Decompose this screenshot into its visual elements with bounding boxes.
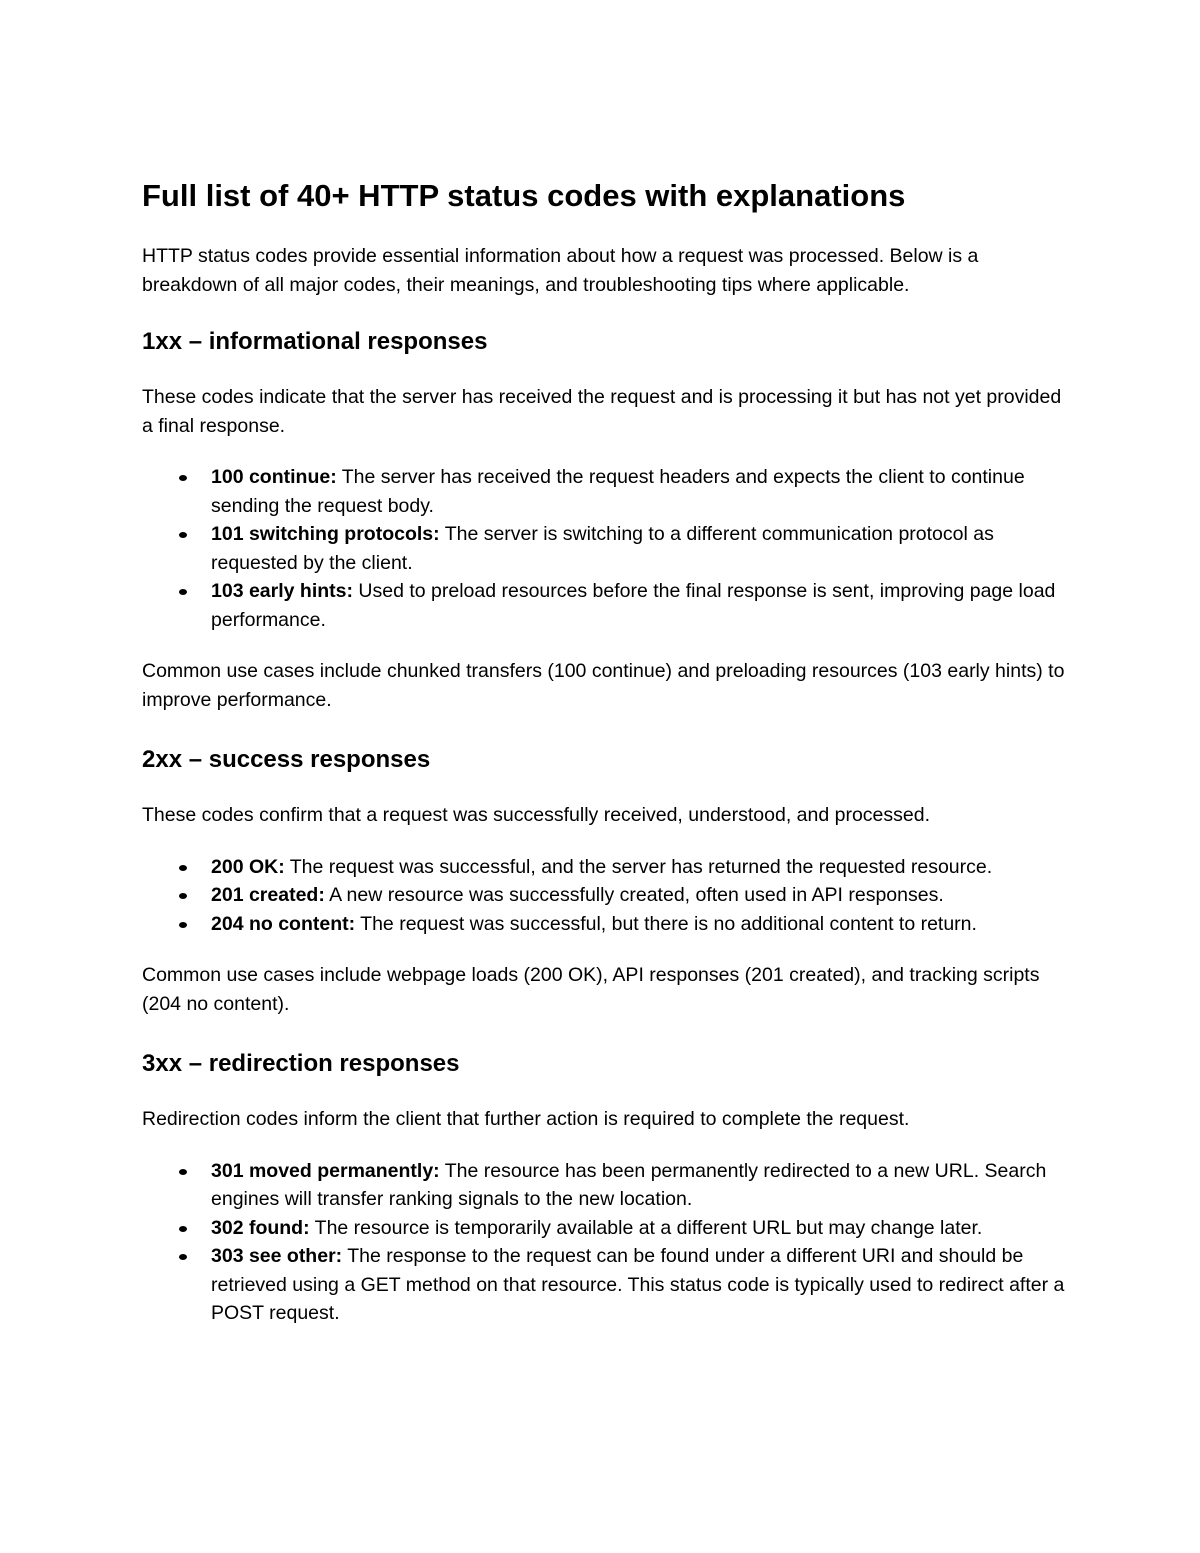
code-description: The resource is temporarily available at a different URL but may change later.	[309, 1216, 983, 1239]
code-description: The request was successful, but there is no additional content to return.	[355, 912, 977, 935]
code-description: A new resource was successfully created, often used in API responses.	[324, 884, 944, 906]
bullet-icon	[179, 1226, 187, 1232]
code-label: 200 OK:	[211, 855, 285, 878]
list-item	[142, 1214, 1072, 1243]
section-description: These codes confirm that a request was successfully received, understood, and processed.	[142, 804, 930, 826]
section-heading: 3xx – redirection responses	[142, 1050, 460, 1077]
section-2xx	[142, 743, 1072, 1019]
list-item	[142, 910, 1072, 939]
section-heading: 1xx – informational responses	[142, 328, 488, 355]
list-item	[142, 1157, 1072, 1214]
list-item	[142, 463, 1072, 520]
section-description: Redirection codes inform the client that further action is required to complete the request.	[142, 1108, 910, 1130]
list-item	[142, 881, 1072, 910]
code-label: 101 switching protocols:	[211, 523, 440, 545]
code-description: The request was successful, and the server has returned the requested resource.	[284, 855, 993, 878]
code-description: Used to preload resources before the final response is sent, improving page load performance.	[211, 580, 1056, 631]
bullet-icon	[179, 893, 187, 899]
list-item	[142, 853, 1072, 882]
intro-paragraph: HTTP status codes provide essential information about how a request was processed. Below is a breakdown of all major codes, their meanings, and troubleshooting tips where applicable.	[142, 245, 979, 296]
list-item	[142, 577, 1072, 634]
bullet-icon	[179, 922, 187, 928]
code-label: 103 early hints:	[211, 580, 353, 602]
section-heading: 2xx – success responses	[142, 746, 431, 773]
list-item	[142, 520, 1072, 577]
page-title: Full list of 40+ HTTP status codes with explanations	[142, 178, 906, 213]
document-page	[142, 172, 1072, 1328]
code-description: The response to the request can be found under a different URI and should be retrieved using a GET method on that resource. This status code is typically used to redirect after a POST request.	[211, 1245, 1065, 1324]
code-description: The server is switching to a different communication protocol as requested by the client.	[211, 523, 994, 574]
usage-paragraph: Common use cases include webpage loads (200 OK), API responses (201 created), and tracking scripts (204 no content).	[142, 964, 1040, 1015]
code-label: 301 moved permanently:	[211, 1159, 440, 1182]
section-1xx	[142, 325, 1072, 715]
status-code-list	[142, 1157, 1072, 1328]
bullet-icon	[179, 589, 187, 595]
bullet-icon	[179, 475, 187, 481]
bullet-icon	[179, 532, 187, 538]
bullet-icon	[179, 865, 187, 871]
code-label: 204 no content:	[211, 912, 356, 935]
code-label: 100 continue:	[211, 466, 337, 488]
section-3xx	[142, 1047, 1072, 1328]
code-label: 201 created:	[211, 884, 325, 906]
status-code-list	[142, 853, 1072, 939]
bullet-icon	[179, 1254, 187, 1260]
status-code-list	[142, 463, 1072, 634]
code-description: The resource has been permanently redirected to a new URL. Search engines will transfer ranking signals to the new location.	[211, 1159, 1047, 1210]
code-label: 302 found:	[211, 1216, 310, 1239]
usage-paragraph: Common use cases include chunked transfers (100 continue) and preloading resources (103 early hints) to improve performance.	[142, 660, 1065, 711]
code-label: 303 see other:	[211, 1245, 343, 1267]
section-description: These codes indicate that the server has received the request and is processing it but has not yet provided a final response.	[142, 386, 1062, 437]
list-item	[142, 1242, 1072, 1328]
bullet-icon	[179, 1169, 187, 1175]
code-description: The server has received the request headers and expects the client to continue sending the request body.	[211, 466, 1025, 517]
